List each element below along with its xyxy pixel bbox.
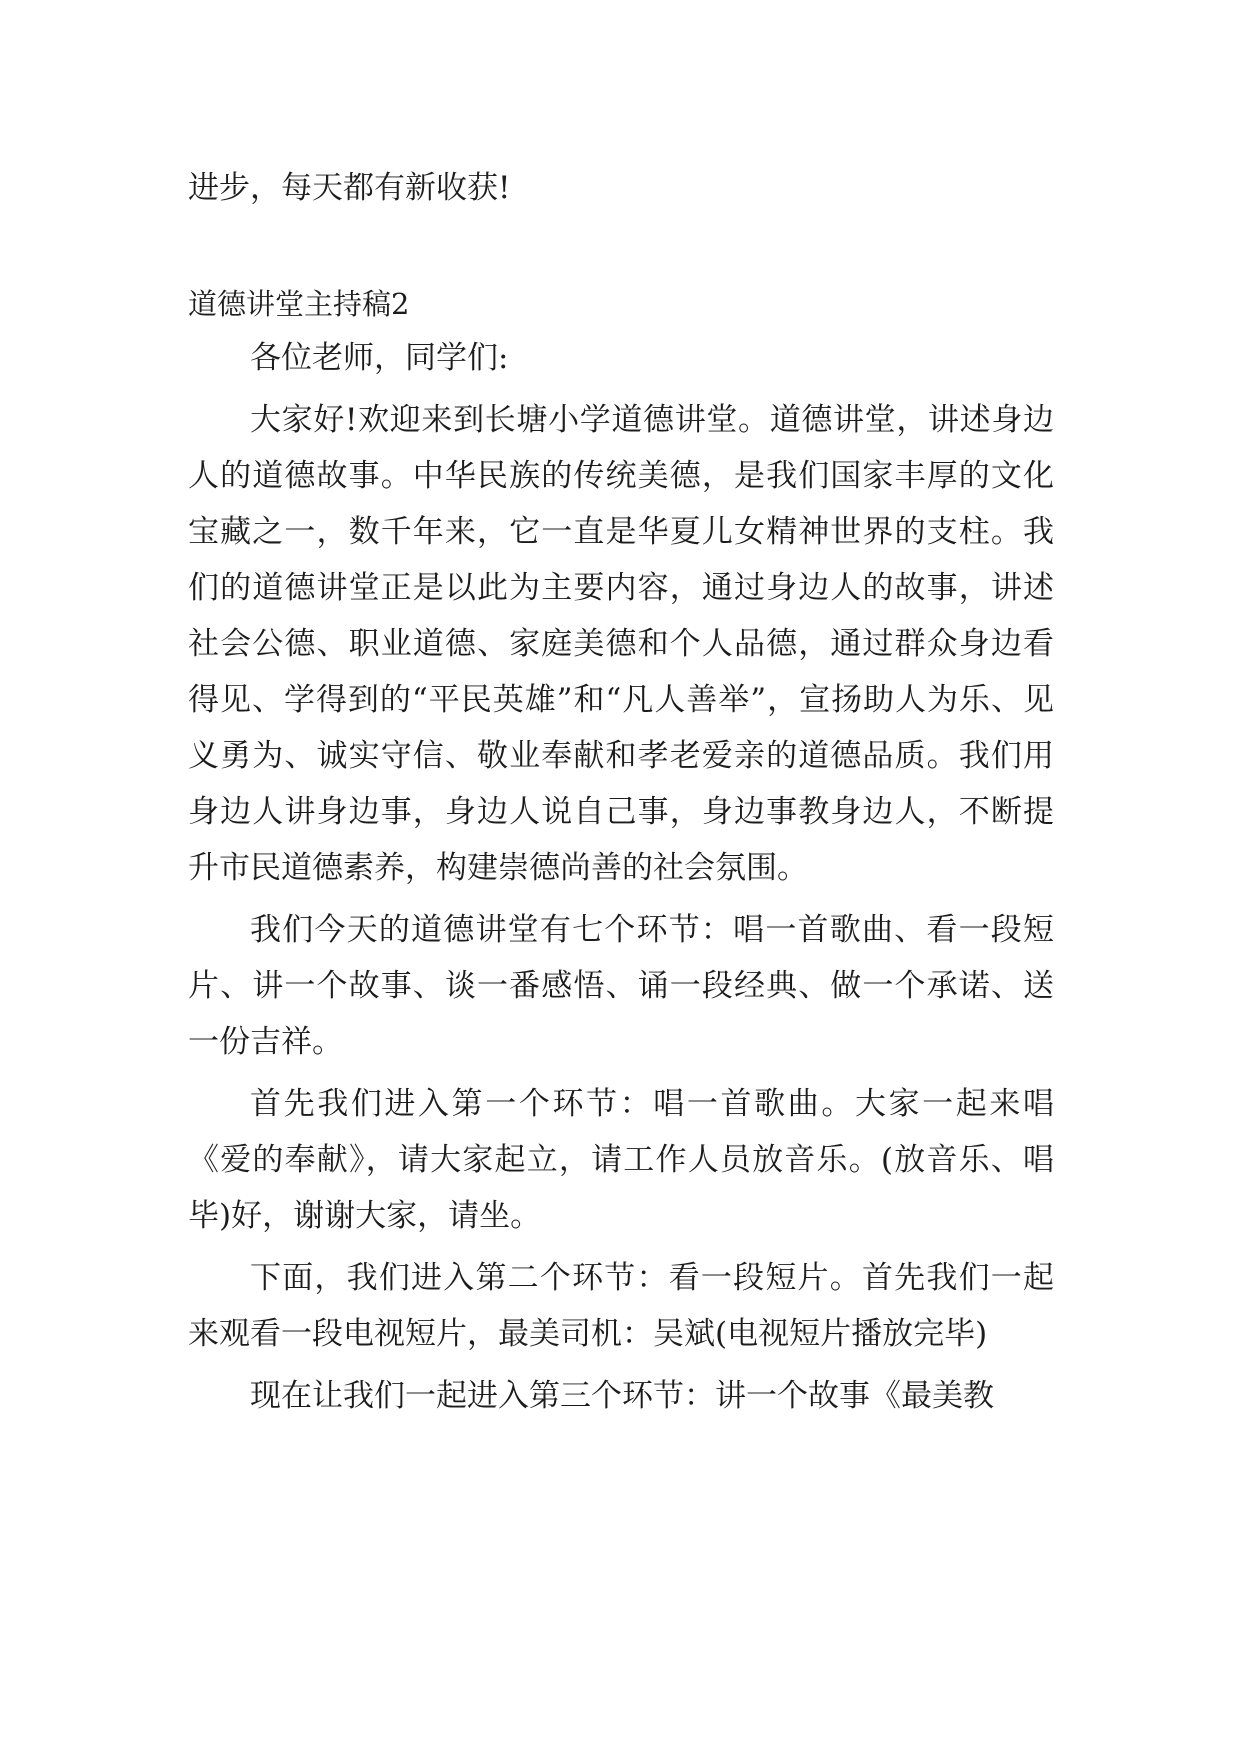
paragraph-first-segment: 首先我们进入第一个环节：唱一首歌曲。大家一起来唱《爱的奉献》，请大家起立，请工作人员放音乐。(放音乐、唱毕)好，谢谢大家，请坐。 [188,1086,1054,1234]
continuation-text: 进步，每天都有新收获! [188,170,511,206]
paragraph-welcome: 大家好!欢迎来到长塘小学道德讲堂。道德讲堂，讲述身边人的道德故事。中华民族的传统美德，是我们国家丰厚的文化宝藏之一，数千年来，它一直是华夏儿女精神世界的支柱。我们的道德讲堂正是以此为主要内容，通过身边人的故事，讲述社会公德、职业道德、家庭美德和个人品德，通过群众身边看得见、学得到的“平民英雄”和“凡人善举”，宣扬助人为乐、见义勇为、诚实守信、敬业奉献和孝老爱亲的道德品质。我们用身边人讲身边事，身边人说自己事，身边事教身边人，不断提升市民道德素养，构建崇德尚善的社会氛围。 [188,402,1054,886]
paragraph-agenda: 我们今天的道德讲堂有七个环节：唱一首歌曲、看一段短片、讲一个故事、谈一番感悟、诵一段经典、做一个承诺、送一份吉祥。 [188,912,1054,1060]
paragraph-third-segment: 现在让我们一起进入第三个环节：讲一个故事《最美教 [250,1378,994,1414]
paragraph-second-segment: 下面，我们进入第二个环节：看一段短片。首先我们一起来观看一段电视短片，最美司机：吴斌(电视短片播放完毕) [188,1260,1054,1352]
paragraph-greeting: 各位老师，同学们: [250,340,509,376]
section-heading: 道德讲堂主持稿2 [188,287,410,321]
speech-body [188,330,1054,1430]
